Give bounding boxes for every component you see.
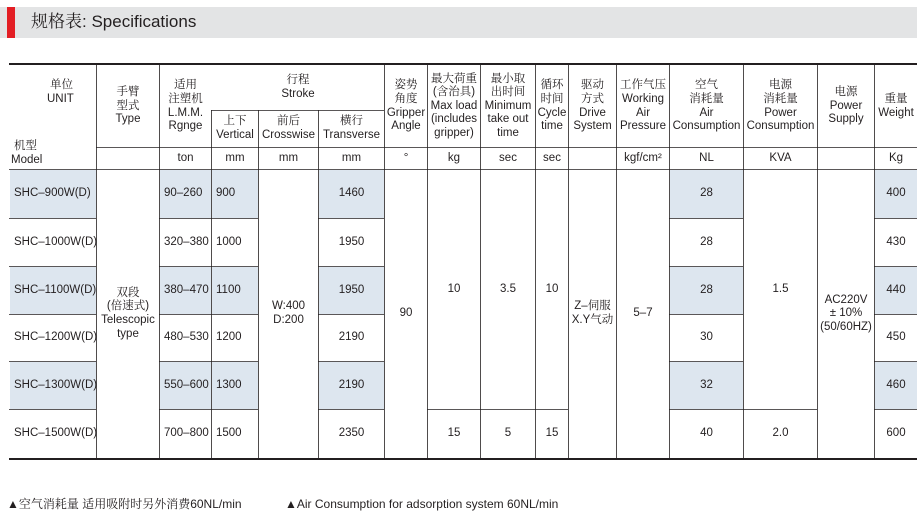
stroke-header: 行程 Stroke bbox=[281, 74, 315, 100]
transverse-cell: 1460 bbox=[338, 187, 365, 200]
air-cell: 32 bbox=[700, 378, 713, 391]
unit-cycle: sec bbox=[543, 151, 561, 164]
supply-merged-cell: AC220V ± 10% (50/60HZ) bbox=[820, 293, 872, 333]
weight-cell: 440 bbox=[886, 283, 906, 296]
lmm-cell: 320–380 bbox=[164, 235, 209, 248]
takeout-merged-cell: 3.5 bbox=[500, 282, 516, 295]
vertical-header: 上下 Vertical bbox=[216, 115, 254, 141]
air-cell: 28 bbox=[700, 283, 713, 296]
unit-label-cn: 单位 bbox=[50, 79, 73, 91]
lmm-cell: 90–260 bbox=[164, 187, 203, 200]
model-cell: SHC–1100W(D) bbox=[14, 283, 97, 296]
load-merged-cell: 10 bbox=[447, 282, 461, 295]
vertical-cell: 1300 bbox=[216, 378, 242, 391]
lmm-cell: 380–470 bbox=[164, 283, 209, 296]
lmm-cell: 700–800 bbox=[164, 427, 209, 440]
vertical-cell: 900 bbox=[216, 187, 236, 200]
unit-weight: Kg bbox=[888, 151, 904, 164]
lmm-cell: 480–530 bbox=[164, 331, 209, 344]
unit-angle: ° bbox=[403, 151, 409, 164]
power-consumption-header: 电源 消耗量 Power Consumption bbox=[746, 79, 815, 133]
weight-cell: 430 bbox=[886, 235, 906, 248]
model-cell: SHC–1000W(D) bbox=[14, 235, 98, 248]
angle-merged-cell: 90 bbox=[399, 307, 413, 320]
vertical-cell: 1100 bbox=[216, 283, 241, 296]
type-header: 手臂 型式 Type bbox=[115, 86, 141, 126]
power-supply-header: 电源 Power Supply bbox=[828, 86, 864, 126]
max-load-header: 最大荷重 (含治具) Max load (includes gripper) bbox=[430, 72, 478, 139]
transverse-header: 横行 Transverse bbox=[322, 115, 381, 141]
unit-vertical: mm bbox=[225, 151, 245, 164]
model-cell: SHC–900W(D) bbox=[14, 187, 91, 200]
cycle-time-header: 循环 时间 Cycle time bbox=[537, 79, 567, 133]
load-last-cell: 15 bbox=[447, 427, 461, 440]
lmm-cell: 550–600 bbox=[164, 378, 209, 391]
vertical-cell: 1500 bbox=[216, 427, 242, 440]
transverse-cell: 2350 bbox=[338, 427, 365, 440]
unit-transverse: mm bbox=[341, 151, 362, 164]
transverse-cell: 2190 bbox=[338, 378, 365, 391]
drive-merged-cell: Z–伺服 X.Y气动 bbox=[571, 300, 614, 326]
unit-pressure: kgf/cm² bbox=[624, 151, 662, 164]
transverse-cell: 1950 bbox=[338, 283, 365, 296]
type-merged-cell: 双段 (倍速式) Telescopic type bbox=[101, 286, 155, 340]
crosswise-header: 前后 Crosswise bbox=[261, 115, 316, 141]
air-cell: 28 bbox=[700, 187, 713, 200]
weight-cell: 460 bbox=[886, 378, 906, 391]
unit-load: kg bbox=[447, 151, 461, 164]
footnote-cn: ▲空气消耗量 适用吸附时另外消费60NL/min bbox=[7, 497, 242, 511]
model-label-cn: 机型 bbox=[14, 140, 37, 152]
power-last-cell: 2.0 bbox=[772, 427, 789, 440]
pressure-merged-cell: 5–7 bbox=[633, 307, 653, 320]
takeout-time-header: 最小取 出时间 Minimum take out time bbox=[484, 72, 532, 139]
air-cell: 30 bbox=[700, 331, 713, 344]
transverse-cell: 1950 bbox=[338, 235, 365, 248]
weight-cell: 600 bbox=[886, 427, 906, 440]
model-label-en: Model bbox=[11, 154, 43, 166]
unit-air: NL bbox=[699, 151, 714, 164]
gripper-angle-header: 姿势 角度 Gripper Angle bbox=[386, 79, 426, 133]
unit-label-en: UNIT bbox=[47, 93, 74, 105]
unit-power: KVA bbox=[769, 151, 792, 164]
air-pressure-header: 工作气压 Working Air Pressure bbox=[619, 79, 667, 133]
weight-cell: 400 bbox=[886, 187, 906, 200]
crosswise-merged-cell: W:400 D:200 bbox=[271, 300, 306, 326]
drive-system-header: 驱动 方式 Drive System bbox=[573, 79, 612, 133]
lmm-header: 适用 注塑机 L.M.M. Rgnge bbox=[167, 79, 204, 133]
air-cell: 40 bbox=[700, 427, 713, 440]
transverse-cell: 2190 bbox=[338, 331, 365, 344]
air-cell: 28 bbox=[700, 235, 713, 248]
unit-crosswise: mm bbox=[278, 151, 299, 164]
takeout-last-cell: 5 bbox=[504, 427, 512, 440]
footnote-en: ▲Air Consumption for adsorption system 60NL/min bbox=[285, 497, 559, 511]
vertical-cell: 1200 bbox=[216, 331, 242, 344]
weight-header: 重量 Weight bbox=[878, 92, 914, 119]
weight-cell: 450 bbox=[886, 331, 906, 344]
cycle-merged-cell: 10 bbox=[545, 282, 559, 295]
cycle-last-cell: 15 bbox=[545, 427, 559, 440]
page-title: 规格表: Specifications bbox=[31, 12, 197, 31]
air-consumption-header: 空气 消耗量 Air Consumption bbox=[672, 79, 741, 133]
model-cell: SHC–1200W(D) bbox=[14, 331, 98, 344]
unit-model-header bbox=[10, 66, 95, 168]
power-merged-cell: 1.5 bbox=[772, 282, 789, 295]
model-cell: SHC–1300W(D) bbox=[14, 378, 98, 391]
model-cell: SHC–1500W(D) bbox=[14, 427, 98, 440]
vertical-cell: 1000 bbox=[216, 235, 242, 248]
unit-takeout: sec bbox=[499, 151, 517, 164]
unit-ton: ton bbox=[177, 151, 194, 164]
